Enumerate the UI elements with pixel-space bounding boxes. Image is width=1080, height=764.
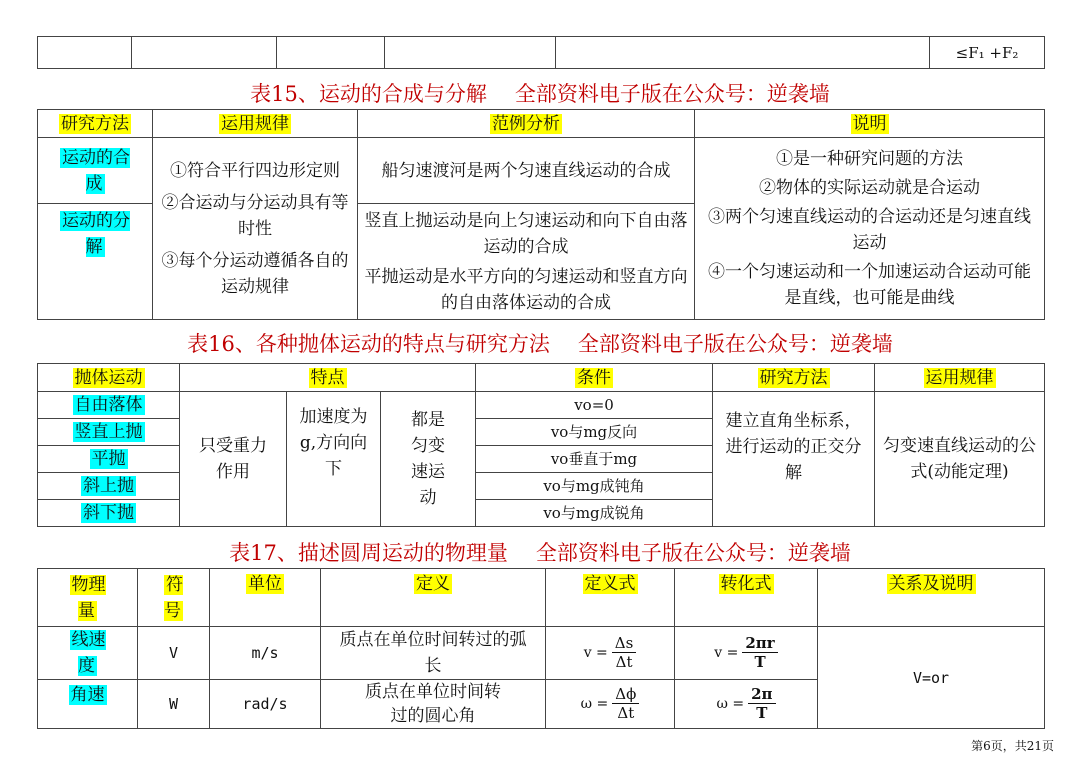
motion-cell: 斜上抛 bbox=[38, 473, 180, 500]
feature-uniform-variable: 都是匀变速运动 bbox=[381, 392, 476, 527]
definition-formula-cell bbox=[546, 627, 675, 680]
motion-cell: 竖直上抛 bbox=[38, 419, 180, 446]
table16 bbox=[37, 363, 1045, 527]
feature-acceleration: 加速度为g,方向向下 bbox=[287, 392, 381, 527]
quantity-name-cell: 线速度 bbox=[38, 627, 138, 680]
top-cell bbox=[277, 37, 385, 69]
linear-velocity-definition-formula: v = $\frac{\Delta s}{\Delta t}$ bbox=[584, 635, 637, 671]
conversion-formula-cell bbox=[675, 680, 818, 729]
motion-cell: 斜下抛 bbox=[38, 500, 180, 527]
example-item: 竖直上抛运动是向上匀速运动和向下自由落运动的合成 bbox=[364, 210, 688, 257]
method-cell: 运动的合成 bbox=[38, 138, 153, 204]
definition-cell: 质点在单位时间转过的圆心角 bbox=[321, 680, 546, 729]
conversion-formula-cell bbox=[675, 627, 818, 680]
example-item: 平抛运动是水平方向的匀速运动和竖直方向的自由落体运动的合成 bbox=[364, 266, 688, 313]
linear-velocity-conversion-formula: v = $\frac{2\pi r}{T}$ bbox=[714, 635, 777, 671]
condition-cell: vo垂直于mg bbox=[476, 446, 713, 473]
symbol-cell: V bbox=[138, 627, 210, 680]
table16-header: 特点 bbox=[180, 364, 476, 392]
table15-header: 运用规律 bbox=[153, 110, 358, 138]
feature-gravity-only: 只受重力作用 bbox=[180, 392, 287, 527]
table16-header: 抛体运动 bbox=[38, 364, 180, 392]
top-cell bbox=[556, 37, 930, 69]
table15-header: 研究方法 bbox=[38, 110, 153, 138]
table16-header: 运用规律 bbox=[875, 364, 1045, 392]
condition-cell: vo与mg成锐角 bbox=[476, 500, 713, 527]
rule-item: ①符合平行四边形定则 bbox=[170, 160, 340, 181]
quantity-name-cell: 角速 bbox=[38, 680, 138, 729]
table17-header: 单位 bbox=[210, 569, 321, 627]
table17-title-text: 表17、描述圆周运动的物理量 bbox=[229, 541, 508, 565]
table17-title bbox=[0, 537, 1080, 567]
definition-formula-cell bbox=[546, 680, 675, 729]
table15 bbox=[37, 109, 1045, 320]
condition-cell: vo与mg成钝角 bbox=[476, 473, 713, 500]
table16-header: 研究方法 bbox=[713, 364, 875, 392]
note-item: ①是一种研究问题的方法 bbox=[776, 149, 963, 169]
table17-header: 定义 bbox=[321, 569, 546, 627]
rule-item: ③每个分运动遵循各自的运动规律 bbox=[161, 250, 349, 297]
table16-source-note: 全部资料电子版在公众号：逆袭墙 bbox=[577, 332, 893, 356]
example-cell bbox=[358, 204, 695, 320]
table17-header: 物理量 bbox=[38, 569, 138, 627]
unit-cell: rad/s bbox=[210, 680, 321, 729]
page-number: 第6页，共21页 bbox=[971, 739, 1054, 753]
table17-header: 符号 bbox=[138, 569, 210, 627]
definition-cell: 质点在单位时间转过的弧长 bbox=[321, 627, 546, 680]
symbol-cell: W bbox=[138, 680, 210, 729]
note-item: ④一个匀速运动和一个加速运动合运动可能是直线，也可能是曲线 bbox=[708, 262, 1031, 308]
top-cell bbox=[38, 37, 132, 69]
note-item: ②物体的实际运动就是合运动 bbox=[759, 178, 980, 198]
motion-cell: 平抛 bbox=[38, 446, 180, 473]
note-item: ③两个匀速直线运动的合运动还是匀速直线运动 bbox=[708, 207, 1031, 253]
table17-source-note: 全部资料电子版在公众号：逆袭墙 bbox=[535, 541, 851, 565]
method-cell: 运动的分解 bbox=[38, 204, 153, 320]
condition-cell: vo=0 bbox=[476, 392, 713, 419]
table16-header: 条件 bbox=[476, 364, 713, 392]
top-partial-table bbox=[37, 36, 1045, 69]
research-method-cell: 建立直角坐标系，进行运动的正交分解 bbox=[713, 392, 875, 527]
top-cell bbox=[385, 37, 556, 69]
rule-item: ②合运动与分运动具有等时性 bbox=[161, 192, 349, 239]
table15-header: 范例分析 bbox=[358, 110, 695, 138]
notes-cell bbox=[695, 138, 1045, 320]
angular-velocity-definition-formula: ω = $\frac{\Delta\phi}{\Delta t}$ bbox=[581, 686, 640, 722]
table16-title-text: 表16、各种抛体运动的特点与研究方法 bbox=[187, 332, 550, 356]
angular-velocity-conversion-formula: ω = $\frac{2\pi}{T}$ bbox=[716, 686, 775, 722]
condition-cell: vo与mg反向 bbox=[476, 419, 713, 446]
table16-title bbox=[0, 328, 1080, 358]
table15-title bbox=[0, 78, 1080, 108]
unit-cell: m/s bbox=[210, 627, 321, 680]
motion-cell: 自由落体 bbox=[38, 392, 180, 419]
example-cell: 船匀速渡河是两个匀速直线运动的合成 bbox=[358, 138, 695, 204]
table15-title-text: 表15、运动的合成与分解 bbox=[250, 82, 487, 106]
rules-cell bbox=[153, 138, 358, 320]
rule-cell: 匀变速直线运动的公式(动能定理) bbox=[875, 392, 1045, 527]
table17-header: 关系及说明 bbox=[818, 569, 1045, 627]
top-cell bbox=[132, 37, 277, 69]
top-cell-formula: ≤F₁ +F₂ bbox=[930, 37, 1045, 69]
table17-header: 转化式 bbox=[675, 569, 818, 627]
table17 bbox=[37, 568, 1045, 729]
table17-header: 定义式 bbox=[546, 569, 675, 627]
table15-header: 说明 bbox=[695, 110, 1045, 138]
relation-cell: V=or bbox=[818, 627, 1045, 729]
table15-source-note: 全部资料电子版在公众号：逆袭墙 bbox=[514, 82, 830, 106]
